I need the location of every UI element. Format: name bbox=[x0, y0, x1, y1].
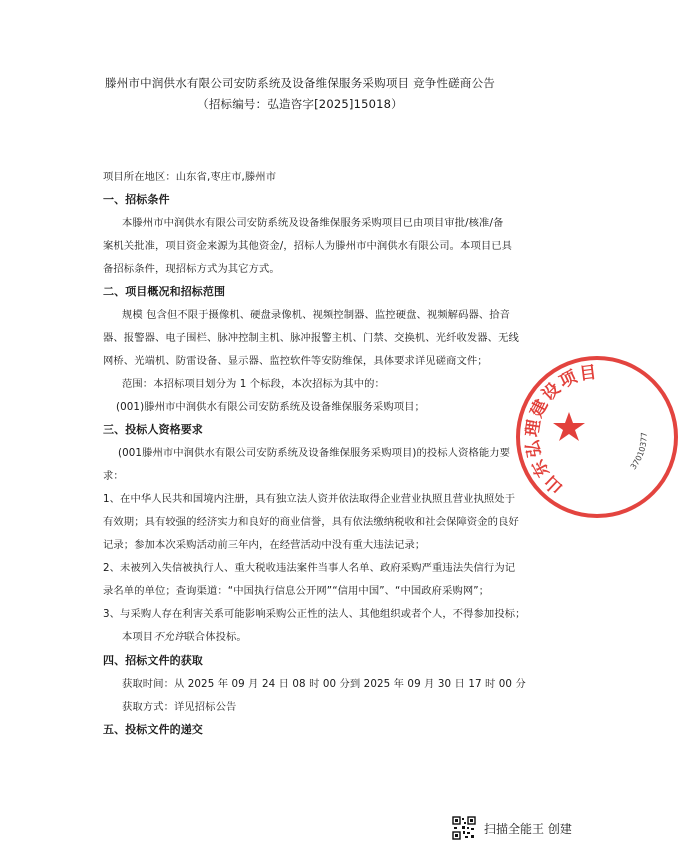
document-title: 滕州市中润供水有限公司安防系统及设备维保服务采购项目 竞争性磋商公告 bbox=[105, 76, 495, 90]
s3-line-9-italic: 不允许 bbox=[153, 631, 185, 643]
section-5-heading: 五、投标文件的递交 bbox=[103, 723, 203, 736]
tender-number: （招标编号：弘造咨字[2025]15018） bbox=[197, 97, 403, 111]
s3-line-1: (001滕州市中润供水有限公司安防系统及设备维保服务采购项目)的投标人资格能力要 bbox=[118, 447, 511, 459]
s4-line-2: 获取方式：详见招标公告 bbox=[122, 701, 237, 713]
seal-code: 37010377 bbox=[628, 432, 649, 472]
section-2-heading: 二、项目概况和招标范围 bbox=[103, 285, 226, 298]
section-1-heading: 一、招标条件 bbox=[103, 193, 170, 206]
s3-line-7: 录名单的单位；查询渠道：“中国执行信息公开网”“信用中国”、“中国政府采购网”； bbox=[103, 585, 490, 597]
s1-line-2: 案机关批准，项目资金来源为其他资金/，招标人为滕州市中润供水有限公司。本项目已具 bbox=[103, 240, 513, 252]
scanner-watermark bbox=[452, 812, 600, 842]
s2-line-2: 器、报警器、电子围栏、脉冲控制主机、脉冲报警主机、门禁、交换机、光纤收发器、无线 bbox=[103, 332, 519, 344]
s3-line-9-prefix: 本项目 bbox=[122, 631, 154, 643]
s3-line-2: 求： bbox=[103, 470, 124, 482]
s1-line-3: 备招标条件，现招标方式为其它方式。 bbox=[103, 263, 280, 275]
s1-line-1: 本滕州市中润供水有限公司安防系统及设备维保服务采购项目已由项目审批/核准/备 bbox=[122, 217, 504, 229]
section-3-heading: 三、投标人资格要求 bbox=[103, 423, 203, 436]
s2-line-3: 网桥、光端机、防雷设备、显示器、监控软件等安防维保，具体要求详见磋商文件； bbox=[103, 355, 488, 367]
s3-line-4: 有效期；具有较强的经济实力和良好的商业信誉，具有依法缴纳税收和社会保障资金的良好 bbox=[103, 516, 519, 528]
s3-line-3: 1、在中华人民共和国境内注册，具有独立法人资并依法取得企业营业执照且营业执照处于 bbox=[103, 493, 516, 505]
qr-code-icon bbox=[452, 816, 476, 840]
s3-line-9-suffix: 联合体投标。 bbox=[184, 631, 247, 643]
s3-line-5: 记录；参加本次采购活动前三年内，在经营活动中没有重大违法记录； bbox=[103, 539, 426, 551]
s2-line-4: 范围：本招标项目划分为 1 个标段，本次招标为其中的： bbox=[122, 378, 385, 390]
section-4-heading: 四、招标文件的获取 bbox=[103, 654, 203, 667]
s3-line-6: 2、未被列入失信被执行人、重大税收违法案件当事人名单、政府采购严重违法失信行为记 bbox=[103, 562, 516, 574]
s3-line-8: 3、与采购人存在利害关系可能影响采购公正性的法人、其他组织或者个人，不得参加投标； bbox=[103, 608, 526, 620]
s4-line-1: 获取时间：从 2025 年 09 月 24 日 08 时 00 分到 2025 年 09 月 30 日 17 时 00 分 bbox=[122, 678, 526, 690]
s2-line-5: (001)滕州市中润供水有限公司安防系统及设备维保服务采购项目； bbox=[116, 401, 425, 413]
scanner-label: 扫描全能王 创建 bbox=[484, 822, 572, 836]
seal-star bbox=[553, 412, 585, 441]
project-location: 项目所在地区：山东省,枣庄市,滕州市 bbox=[103, 171, 277, 183]
s3-line-9 bbox=[122, 628, 247, 643]
s2-line-1: 规模 包含但不限于摄像机、硬盘录像机、视频控制器、监控硬盘、视频解码器、拾音 bbox=[122, 309, 511, 321]
seal-text: 山东弘理建设项目 bbox=[522, 362, 600, 498]
company-seal-stamp bbox=[512, 352, 682, 522]
